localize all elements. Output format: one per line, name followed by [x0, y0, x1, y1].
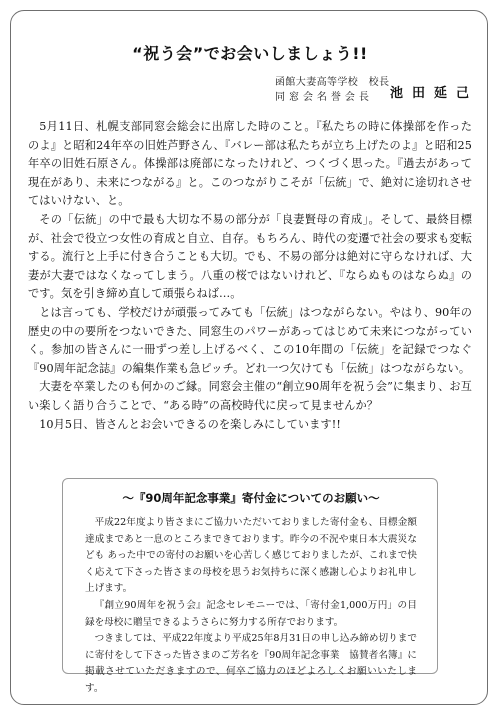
- author-name: 池田延己: [390, 86, 479, 101]
- article-paragraph: 大妻を卒業したのも何かのご縁。同窓会主催の“創立90周年を祝う会”に集まり、お互い楽しく語り合うことで、“ある時”の高校時代に戻って見ませんか？: [28, 380, 472, 412]
- author-block: [275, 75, 479, 109]
- donation-notice-box: [62, 478, 438, 694]
- article-paragraph: 5月11日、札幌支部同窓会総会に出席した時のこと。『私たちの時に体操部を作ったのよ』と昭和24年卒の旧姓芦野さん、『バレー部は私たちが立ち上げたのよ』と昭和25年卒の旧姓石原さん。体操部は廃部になったけれど、つくづく思った。『過去があって現在があり、未来につながる』と。このつながりこそが「伝統」で、絶対に途切れさせてはいけない、と。: [28, 120, 472, 208]
- author-role-alumni: 同 窓 会 名 誉 会 長: [275, 92, 370, 103]
- author-roles: [275, 75, 389, 105]
- article-body: [28, 118, 472, 434]
- author-role-principal: 函館大妻高等学校 校長: [275, 77, 390, 88]
- notice-paragraph: 『創立90周年を祝う会』記念セレモニーでは、「寄付金1,000万円」の目録を母校に贈呈できるようさらに努力する所存でおります。: [85, 599, 417, 628]
- page-title: “祝う会”でお会いしましょう!!: [132, 44, 368, 63]
- article-paragraph: 10月5日、皆さんとお会いできるのを楽しみにしています!!: [39, 417, 341, 431]
- article-paragraph: とは言っても、学校だけが頑張ってみても「伝統」はつながらない。やはり、90年の歴史の中の要所をつないできた、同窓生のパワーがあってはじめて未来につながっていく。参加の皆さんに一冊ずつ差し上げるべく、この10年間の「伝統」を記録でつなぐ『90周年記念誌』の編集作業も急ピッチ。どれ一つ欠けても「伝統」はつながらない。: [28, 305, 472, 375]
- article-paragraph: その「伝統」の中で最も大切な不易の部分が「良妻賢母の育成」。そして、最終目標が、社会で役立つ女性の育成と自立、自存。もちろん、時代の変遷で社会の要求も変転する。流行と上手に付き合うことも大切。でも、不易の部分は絶対に守らなければ、大妻が大妻ではなくなってしまう。八重の桜ではないけれど、『ならぬものはならぬ』のです。気を引き締め直して頑張らねば…。: [28, 212, 472, 301]
- notice-paragraph: つきましては、平成22年度より平成25年8月31日の申し込み締め切りまでに寄付をして下さった皆さまのご芳名を『90周年記念事業 協賛者名簿』に掲載させていただきますので、何卒ご協力のほどよろしくお願いいたします。: [85, 633, 417, 694]
- notice-body: [85, 515, 417, 698]
- notice-paragraph: 平成22年度より皆さまにご協力いただいておりました寄付金も、目標金額達成まであと一息のところまできております。昨今の不況や東日本大震災なども あった中での寄付のお願いを心苦しく感じておりましたが、これまで快く応えて下さった皆さまの母校を思うお気持ちに深く感謝し心よりお礼申し上げます。: [85, 517, 417, 595]
- notice-title: ～『90周年記念事業』寄付金についてのお願い～: [122, 491, 380, 505]
